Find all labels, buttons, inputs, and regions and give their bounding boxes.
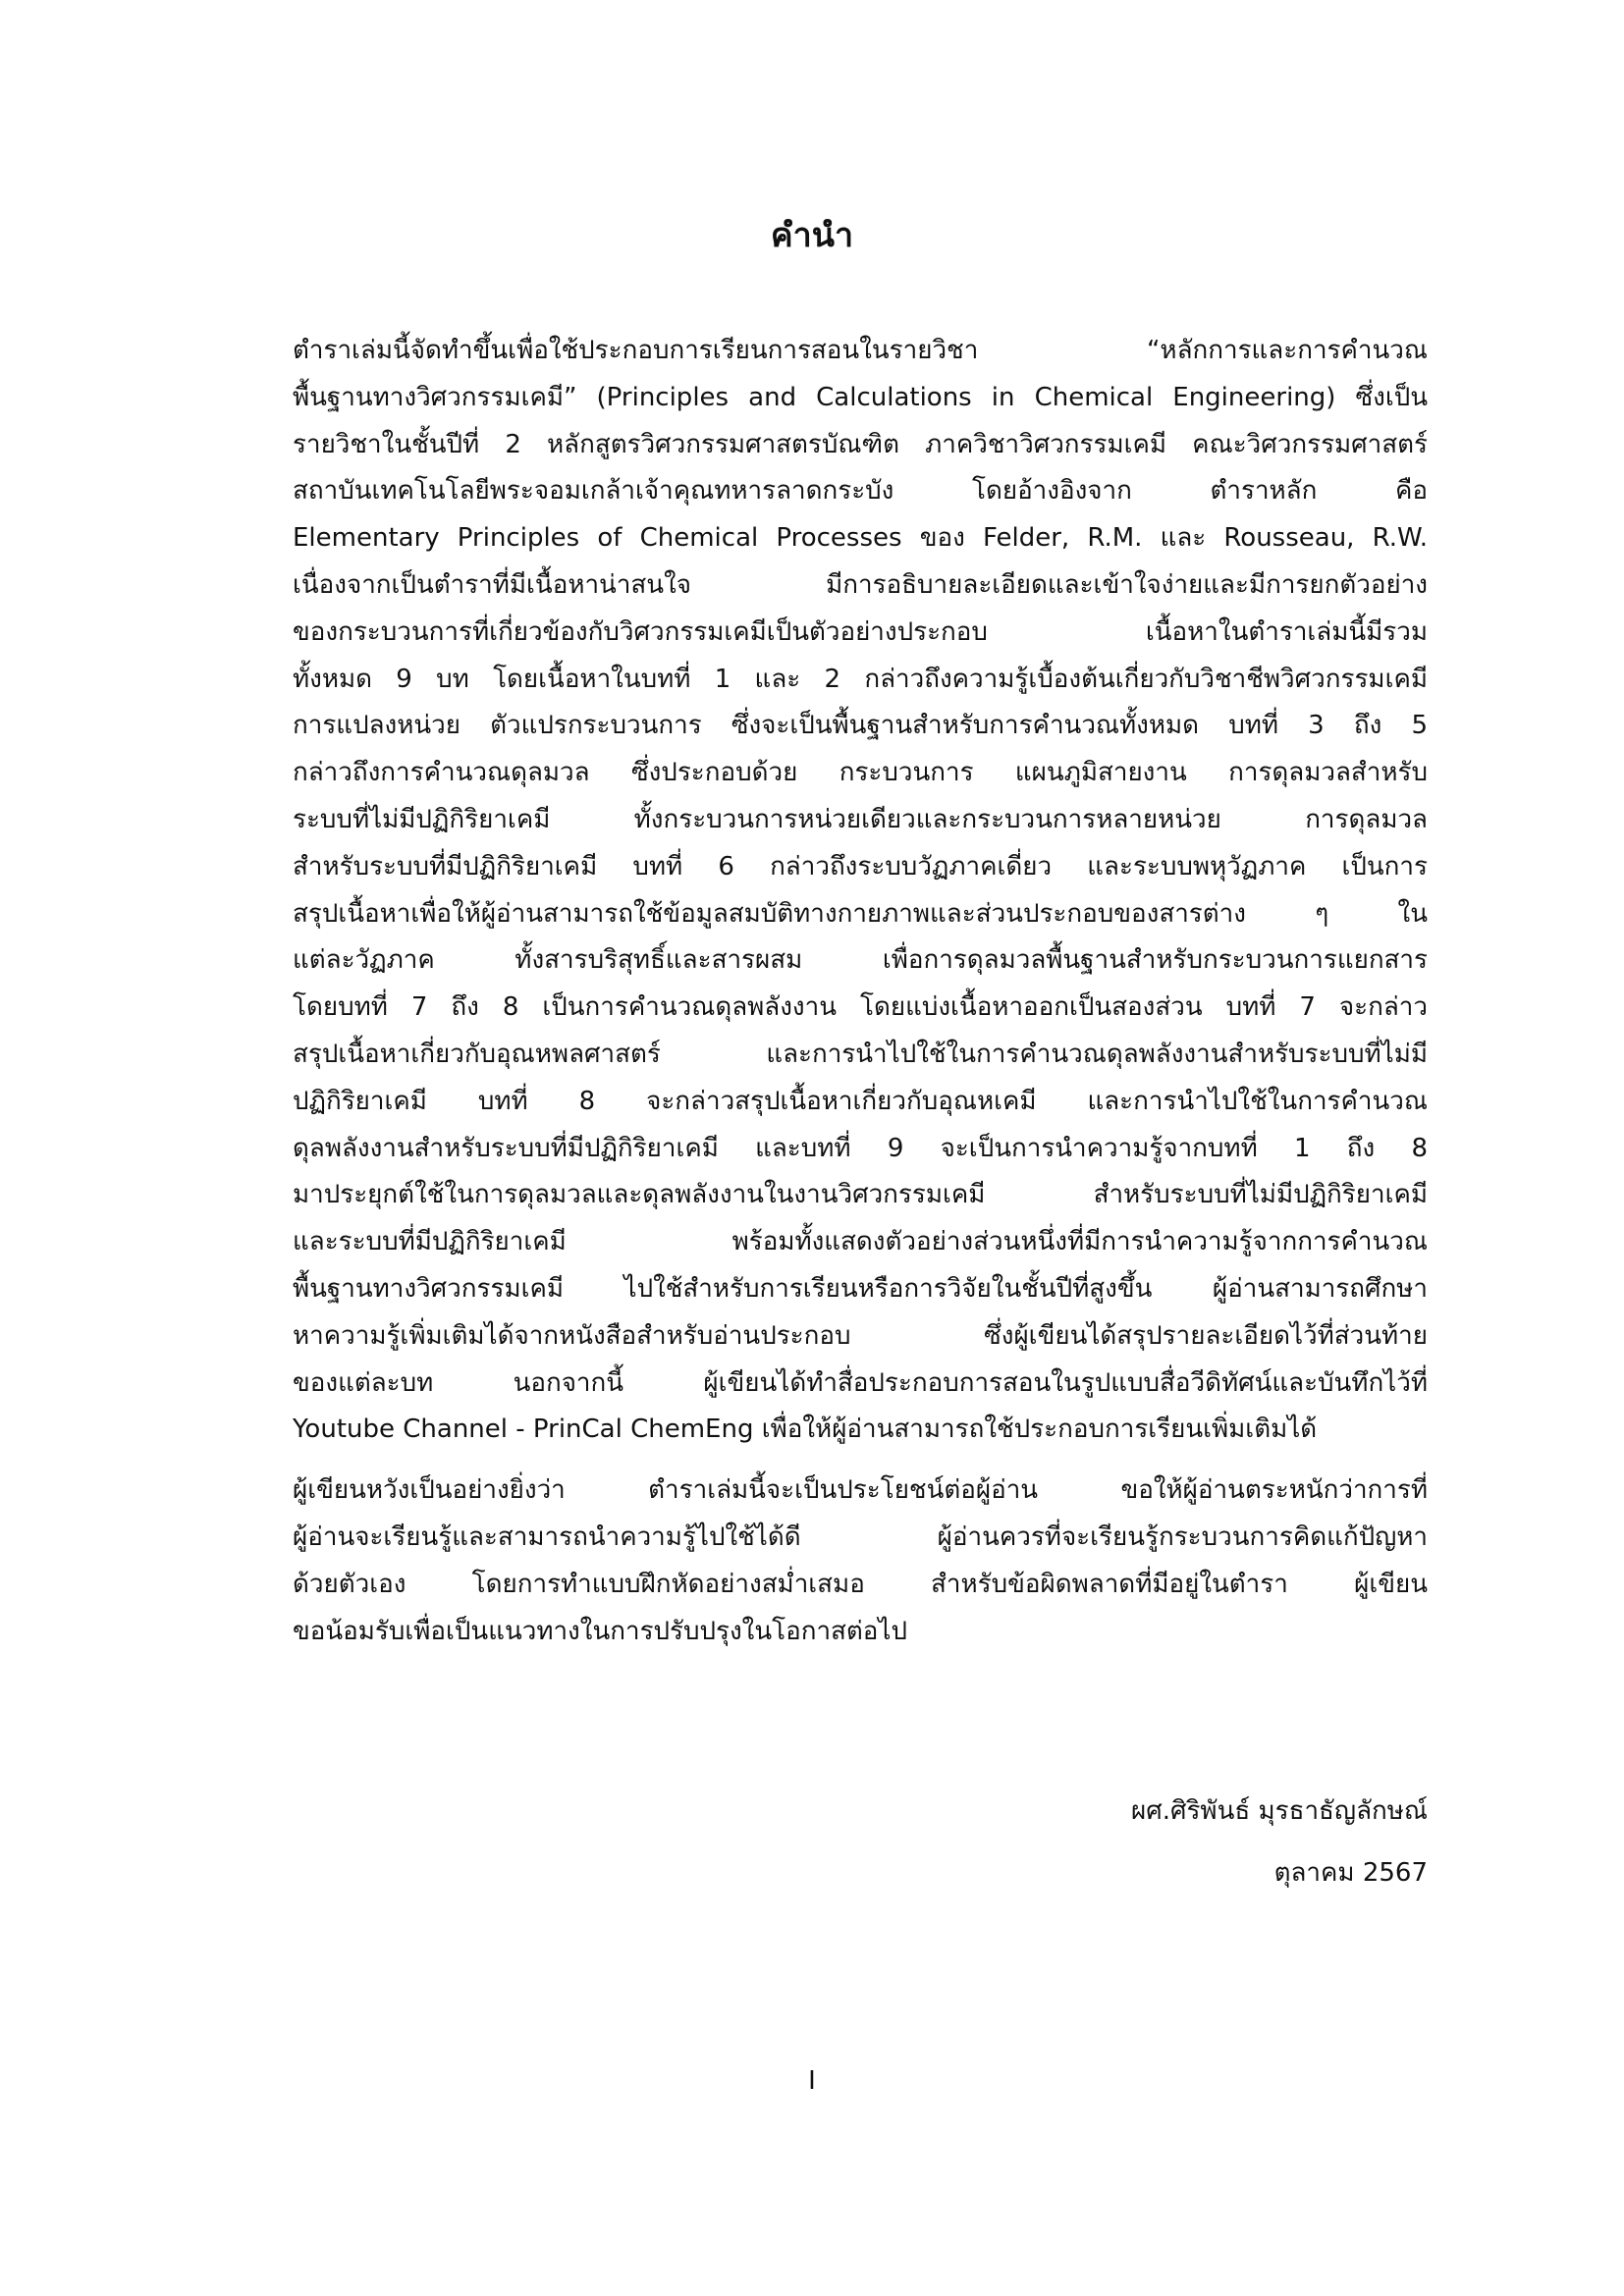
- text-line: สรุปเนื้อหาเกี่ยวกับอุณหพลศาสตร์ และการนำไปใช้ในการคำนวณดุลพลังงานสำหรับระบบที่ไม่มี: [293, 1039, 1428, 1069]
- text-line: ผู้อ่านจะเรียนรู้และสามารถนำความรู้ไปใช้ได้ดี ผู้อ่านควรที่จะเรียนรู้กระบวนการคิดแก้ปัญหา: [293, 1522, 1428, 1552]
- paragraph-2: [293, 1468, 1428, 1655]
- text-line: Youtube Channel - PrinCal ChemEng เพื่อให้ผู้อ่านสามารถใช้ประกอบการเรียนเพิ่มเติมได้: [293, 1415, 1318, 1445]
- text-line: สถาบันเทคโนโลยีพระจอมเกล้าเจ้าคุณทหารลาดกระบัง โดยอ้างอิงจาก ตำราหลัก คือ: [293, 476, 1428, 507]
- text-line: ขอน้อมรับเพื่อเป็นแนวทางในการปรับปรุงในโอกาสต่อไป: [293, 1616, 908, 1646]
- text-line: สำหรับระบบที่มีปฏิกิริยาเคมี บทที่ 6 กล่าวถึงระบบวัฏภาคเดี่ยว และระบบพหุวัฏภาค เป็นการ: [293, 851, 1428, 881]
- preface-body: [293, 328, 1428, 1655]
- text-line: และระบบที่มีปฏิกิริยาเคมี พร้อมทั้งแสดงตัวอย่างส่วนหนึ่งที่มีการนำความรู้จากการคำนวณ: [293, 1227, 1428, 1257]
- text-line: ผู้เขียนหวังเป็นอย่างยิ่งว่า ตำราเล่มนี้จะเป็นประโยชน์ต่อผู้อ่าน ขอให้ผู้อ่านตระหนักว่าการที่: [293, 1475, 1428, 1506]
- text-line: แต่ละวัฏภาค ทั้งสารบริสุทธิ์และสารผสม เพื่อการดุลมวลพื้นฐานสำหรับกระบวนการแยกสาร: [293, 945, 1428, 976]
- paragraph-gap: [293, 1454, 1428, 1468]
- text-line: พื้นฐานทางวิศวกรรมเคมี ไปใช้สำหรับการเรียนหรือการวิจัยในชั้นปีที่สูงขึ้น ผู้อ่านสามารถศึกษา: [293, 1273, 1428, 1304]
- text-line: ระบบที่ไม่มีปฏิกิริยาเคมี ทั้งกระบวนการหน่วยเดียวและกระบวนการหลายหน่วย การดุลมวล: [293, 804, 1428, 834]
- text-line: หาความรู้เพิ่มเติมได้จากหนังสือสำหรับอ่านประกอบ ซึ่งผู้เขียนได้สรุปรายละเอียดไว้ที่ส่วนท้าย: [293, 1320, 1428, 1351]
- text-line: ดุลพลังงานสำหรับระบบที่มีปฏิกิริยาเคมี และบทที่ 9 จะเป็นการนำความรู้จากบทที่ 1 ถึง 8: [293, 1133, 1428, 1163]
- text-line: เนื่องจากเป็นตำราที่มีเนื้อหาน่าสนใจ มีการอธิบายละเอียดและเข้าใจง่ายและมีการยกตัวอย่าง: [293, 569, 1428, 600]
- text-line: การแปลงหน่วย ตัวแปรกระบวนการ ซึ่งจะเป็นพื้นฐานสำหรับการคำนวณทั้งหมด บทที่ 3 ถึง 5: [293, 711, 1428, 741]
- text-line: สรุปเนื้อหาเพื่อให้ผู้อ่านสามารถใช้ข้อมูลสมบัติทางกายภาพและส่วนประกอบของสารต่าง ๆ ใน: [293, 898, 1428, 929]
- text-line: รายวิชาในชั้นปีที่ 2 หลักสูตรวิศวกรรมศาสตรบัณฑิต ภาควิชาวิศวกรรมเคมี คณะวิศวกรรมศาสตร์: [293, 429, 1428, 459]
- page-title: คำนำ: [770, 216, 854, 255]
- text-line: ของกระบวนการที่เกี่ยวข้องกับวิศวกรรมเคมีเป็นตัวอย่างประกอบ เนื้อหาในตำราเล่มนี้มีรวม: [293, 616, 1428, 647]
- text-line: Elementary Principles of Chemical Processes ของ Felder, R.M. และ Rousseau, R.W.: [293, 523, 1428, 554]
- page-number: I: [808, 2066, 816, 2096]
- paragraph-1: [293, 328, 1428, 1454]
- text-line: โดยบทที่ 7 ถึง 8 เป็นการคำนวณดุลพลังงาน โดยแบ่งเนื้อหาออกเป็นสองส่วน บทที่ 7 จะกล่าว: [293, 992, 1428, 1023]
- text-line: ด้วยตัวเอง โดยการทำแบบฝึกหัดอย่างสม่ำเสมอ สำหรับข้อผิดพลาดที่มีอยู่ในตำรา ผู้เขียน: [293, 1569, 1428, 1599]
- text-line: มาประยุกต์ใช้ในการดุลมวลและดุลพลังงานในงานวิศวกรรมเคมี สำหรับระบบที่ไม่มีปฏิกิริยาเคมี: [293, 1180, 1428, 1210]
- text-line: ปฏิกิริยาเคมี บทที่ 8 จะกล่าวสรุปเนื้อหาเกี่ยวกับอุณหเคมี และการนำไปใช้ในการคำนวณ: [293, 1086, 1428, 1116]
- signature-date: ตุลาคม 2567: [1273, 1858, 1428, 1888]
- text-line: ตำราเล่มนี้จัดทำขึ้นเพื่อใช้ประกอบการเรียนการสอนในรายวิชา “หลักการและการคำนวณ: [293, 336, 1428, 365]
- text-line: กล่าวถึงการคำนวณดุลมวล ซึ่งประกอบด้วย กระบวนการ แผนภูมิสายงาน การดุลมวลสำหรับ: [293, 758, 1428, 788]
- author-name: ผศ.ศิริพันธ์ มุรธาธัญลักษณ์: [1130, 1796, 1428, 1826]
- text-line: ทั้งหมด 9 บท โดยเนื้อหาในบทที่ 1 และ 2 กล่าวถึงความรู้เบื้องต้นเกี่ยวกับวิชาชีพวิศวกรรมเคมี: [293, 664, 1428, 694]
- text-line: พื้นฐานทางวิศวกรรมเคมี” (Principles and Calculations in Chemical Engineering) ซึ่งเป็น: [293, 382, 1428, 412]
- text-line: ของแต่ละบท นอกจากนี้ ผู้เขียนได้ทำสื่อประกอบการสอนในรูปแบบสื่อวีดิทัศน์และบันทึกไว้ที่: [293, 1367, 1428, 1398]
- signature-block: [1131, 1796, 1428, 1920]
